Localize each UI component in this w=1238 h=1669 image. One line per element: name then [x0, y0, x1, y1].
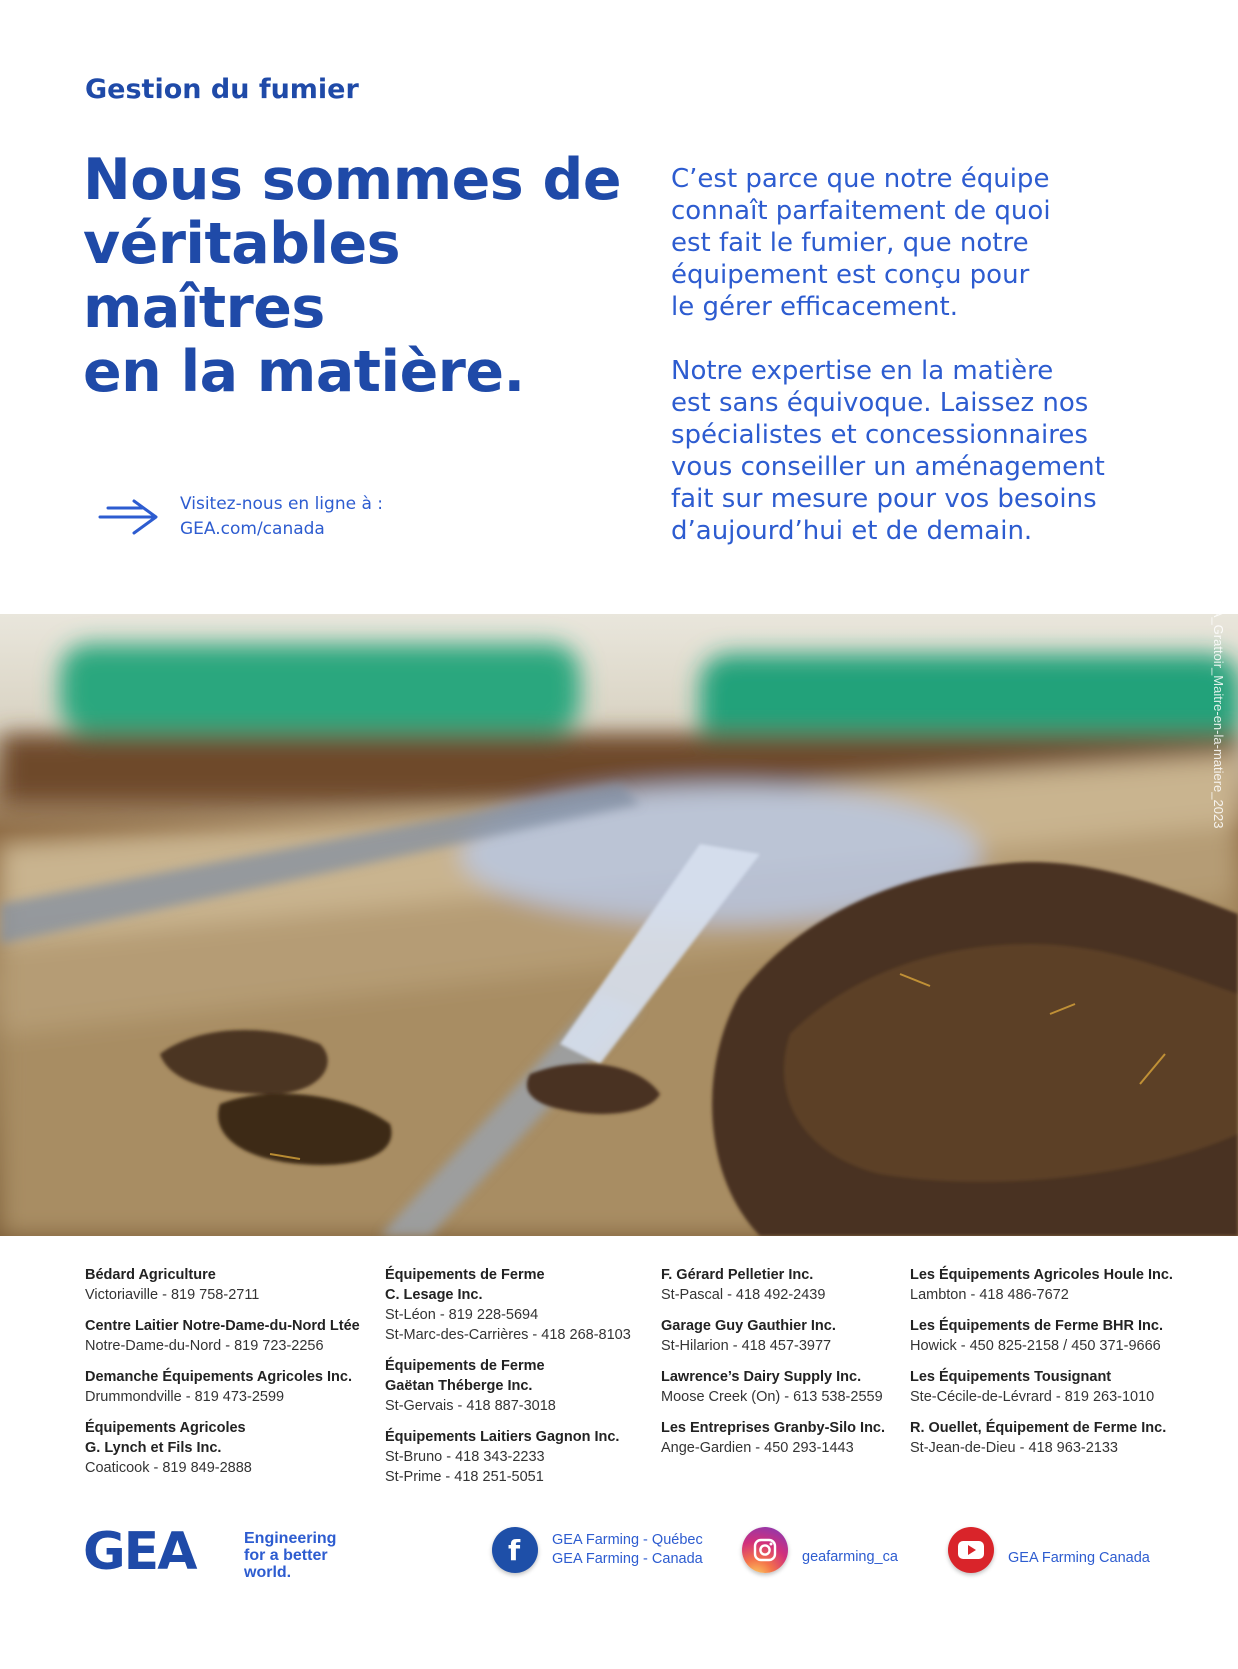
facebook-link[interactable]: [492, 1527, 703, 1573]
body-line: C’est parce que notre équipe: [671, 164, 1050, 194]
dealer-item: [385, 1427, 631, 1487]
dealer-contact: Lambton - 418 486-7672: [910, 1287, 1069, 1303]
dealer-item: [85, 1367, 360, 1407]
visit-text: [180, 492, 383, 542]
dealer-item: [85, 1316, 360, 1356]
dealer-item: [910, 1316, 1173, 1356]
dealer-contact: Notre-Dame-du-Nord - 819 723-2256: [85, 1338, 324, 1354]
dealer-name: Les Équipements Tousignant: [910, 1369, 1112, 1385]
dealer-name: Lawrence’s Dairy Supply Inc.: [661, 1369, 862, 1385]
photo-credit: GEA_Grattoir_Maitre-en-la-matiere_2023: [1211, 590, 1226, 829]
dealer-item: [661, 1265, 885, 1305]
youtube-icon: [948, 1527, 994, 1573]
visit-link[interactable]: [98, 492, 383, 542]
dealer-item: [85, 1265, 360, 1305]
dealer-name: Centre Laitier Notre-Dame-du-Nord Ltée: [85, 1318, 360, 1334]
dealer-name: Équipements Agricoles G. Lynch et Fils Inc.: [85, 1420, 246, 1456]
dealer-contact: Moose Creek (On) - 613 538-2559: [661, 1389, 883, 1405]
dealer-name: Demanche Équipements Agricoles Inc.: [85, 1369, 352, 1385]
dealer-name: Les Équipements Agricoles Houle Inc.: [910, 1267, 1173, 1283]
body-paragraph-1: [671, 163, 1131, 323]
body-copy: [671, 163, 1131, 579]
visit-label: Visitez-nous en ligne à :: [180, 494, 384, 514]
facebook-icon: [492, 1527, 538, 1573]
svg-text:f: f: [508, 1536, 521, 1564]
dealer-contact: Howick - 450 825-2158 / 450 371-9666: [910, 1338, 1161, 1354]
dealer-contact: Ange-Gardien - 450 293-1443: [661, 1440, 854, 1456]
dealer-name: Équipements de Ferme Gaëtan Théberge Inc.: [385, 1358, 545, 1394]
dealer-column: [385, 1265, 631, 1498]
dealer-contact: St-Hilarion - 418 457-3977: [661, 1338, 832, 1354]
headline-line: en la matière.: [83, 339, 525, 405]
gea-logo[interactable]: [83, 1527, 235, 1577]
dealer-name: Bédard Agriculture: [85, 1267, 216, 1283]
dealer-name: Les Équipements de Ferme BHR Inc.: [910, 1318, 1164, 1334]
dealer-contact: St-Gervais - 418 887-3018: [385, 1398, 556, 1414]
dealer-item: [661, 1316, 885, 1356]
dealer-contact: Drummondville - 819 473-2599: [85, 1389, 285, 1405]
headline-line: véritables maîtres: [83, 211, 401, 341]
dealer-contact: Victoriaville - 819 758-2711: [85, 1287, 260, 1303]
body-line: vous conseiller un aménagement: [671, 452, 1105, 482]
dealer-contact: St-Pascal - 418 492-2439: [661, 1287, 826, 1303]
section-label: Gestion du fumier: [85, 74, 359, 105]
instagram-text: geafarming_ca: [802, 1548, 898, 1565]
dealer-item: [910, 1367, 1173, 1407]
dealer-item: [910, 1418, 1173, 1458]
dealer-name: Les Entreprises Granby-Silo Inc.: [661, 1420, 886, 1436]
youtube-text: GEA Farming Canada: [1008, 1549, 1150, 1566]
dealer-name: Équipements Laitiers Gagnon Inc.: [385, 1429, 620, 1445]
dealer-name: Équipements de Ferme C. Lesage Inc.: [385, 1267, 545, 1303]
body-line: spécialistes et concessionnaires: [671, 420, 1088, 450]
body-line: est sans équivoque. Laissez nos: [671, 388, 1089, 418]
dealer-contact: Coaticook - 819 849-2888: [85, 1460, 252, 1476]
tagline-line: for a better: [244, 1547, 328, 1564]
dealer-item: [661, 1418, 885, 1458]
headline-line: Nous sommes de: [83, 147, 621, 213]
dealer-contact: Ste-Cécile-de-Lévrard - 819 263-1010: [910, 1389, 1155, 1405]
instagram-icon: [742, 1527, 788, 1573]
dealer-contact: St-Prime - 418 251-5051: [385, 1469, 544, 1485]
dealer-column: [661, 1265, 885, 1469]
manure-scraper-photo: [0, 614, 1238, 1236]
body-line: le gérer efficacement.: [671, 292, 958, 322]
dealer-item: [85, 1418, 360, 1478]
dealer-contact: St-Marc-des-Carrières - 418 268-8103: [385, 1327, 631, 1343]
facebook-label: GEA Farming - Canada: [552, 1551, 703, 1567]
dealer-item: [385, 1265, 631, 1345]
body-line: Notre expertise en la matière: [671, 356, 1054, 386]
body-line: connaît parfaitement de quoi: [671, 196, 1051, 226]
tagline-line: Engineering: [244, 1530, 337, 1547]
body-line: est fait le fumier, que notre: [671, 228, 1029, 258]
dealer-column: [910, 1265, 1173, 1469]
dealer-column: [85, 1265, 360, 1489]
body-line: fait sur mesure pour vos besoins: [671, 484, 1097, 514]
dealer-item: [661, 1367, 885, 1407]
body-line: d’aujourd’hui et de demain.: [671, 516, 1033, 546]
footer: [0, 1515, 1238, 1595]
dealer-contact: St-Léon - 819 228-5694: [385, 1307, 539, 1323]
tagline-line: world.: [244, 1564, 292, 1581]
youtube-link[interactable]: [948, 1527, 1150, 1573]
headline: [83, 148, 643, 404]
visit-url[interactable]: GEA.com/canada: [180, 519, 325, 539]
arrow-right-icon: [98, 497, 160, 537]
tagline: [244, 1530, 336, 1581]
instagram-link[interactable]: [742, 1527, 898, 1573]
facebook-text: [552, 1531, 703, 1569]
dealer-contact: St-Jean-de-Dieu - 418 963-2133: [910, 1440, 1118, 1456]
dealer-item: [385, 1356, 631, 1416]
hero-photo: [0, 614, 1238, 1236]
dealer-contact: St-Bruno - 418 343-2233: [385, 1449, 545, 1465]
dealer-item: [910, 1265, 1173, 1305]
body-paragraph-2: [671, 355, 1131, 547]
dealer-name: Garage Guy Gauthier Inc.: [661, 1318, 836, 1334]
dealer-list: [85, 1265, 1205, 1505]
dealer-name: R. Ouellet, Équipement de Ferme Inc.: [910, 1420, 1167, 1436]
facebook-label: GEA Farming - Québec: [552, 1532, 703, 1548]
dealer-name: F. Gérard Pelletier Inc.: [661, 1267, 814, 1283]
logo-text: GEA: [83, 1527, 196, 1577]
body-line: équipement est conçu pour: [671, 260, 1030, 290]
